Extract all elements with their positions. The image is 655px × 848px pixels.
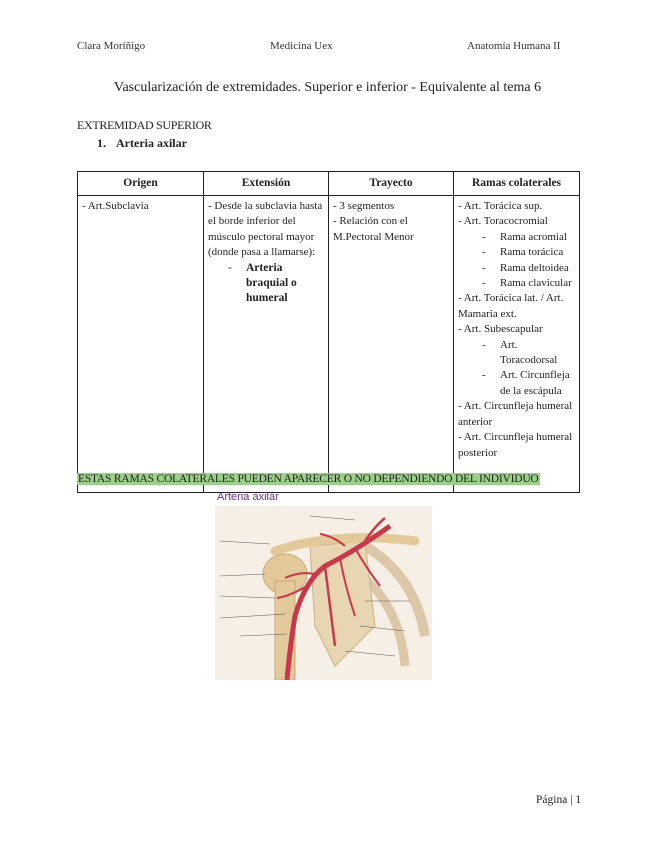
header-extension: Extensión xyxy=(204,172,329,196)
page-title: Vascularización de extremidades. Superior e inferior - Equivalente al tema 6 xyxy=(113,80,542,95)
cell-origen xyxy=(78,196,204,493)
rama-item: - Art. Circunfleja humeral posterior xyxy=(458,431,573,459)
header-course: Medicina Uex xyxy=(270,40,333,52)
rama-subitem: - Rama deltoidea xyxy=(482,261,575,276)
extension-bullet: - Arteria braquial o humeral xyxy=(230,261,324,307)
header-origen: Origen xyxy=(78,172,204,196)
page-footer: Página | 1 xyxy=(536,794,582,806)
header-ramas: Ramas colaterales xyxy=(454,172,580,196)
subsection-label: Arteria axilar xyxy=(116,136,187,150)
axillary-artery-illustration xyxy=(215,506,432,680)
rama-item: - Art. Torácica sup. xyxy=(458,200,543,212)
table-row xyxy=(78,196,580,493)
subsection-heading xyxy=(97,136,187,151)
rama-item: - Art. Torácica lat. / Art. Mamaria ext. xyxy=(458,292,564,320)
header-author: Clara Moríñigo xyxy=(77,40,146,52)
rama-item: - Art. Circunfleja humeral anterior xyxy=(458,400,573,428)
rama-subitem: - Rama torácica xyxy=(482,245,575,260)
trayecto-item: - Relación con el M.Pectoral Menor xyxy=(333,215,414,243)
subsection-number: 1. xyxy=(97,136,106,150)
header-subject: Anatomía Humana II xyxy=(467,40,561,52)
highlighted-note: ESTAS RAMAS COLATERALES PUEDEN APARECER O NO DEPENDIENDO DEL INDIVIDUO xyxy=(78,473,539,485)
section-heading: EXTREMIDAD SUPERIOR xyxy=(77,118,212,132)
rama-item: - Art. Subescapular xyxy=(458,323,543,336)
extension-text: - Desde la subclavia hasta el borde inferior del músculo pectoral mayor (donde pasa a llamarse): xyxy=(208,200,323,259)
rama-subitem: - Rama clavicular xyxy=(482,276,575,291)
cell-trayecto xyxy=(329,196,454,493)
header-trayecto: Trayecto xyxy=(329,172,454,196)
trayecto-item: - 3 segmentos xyxy=(333,200,395,212)
rama-subitem: - Rama acromial xyxy=(482,230,575,245)
table-header-row xyxy=(78,172,580,196)
rama-item: - Art. Toracocromial xyxy=(458,215,548,228)
rama-subitem: - Art. Circunfleja de la escápula xyxy=(482,368,575,399)
origen-text: - Art.Subclavia xyxy=(82,200,149,212)
arteria-axilar-table xyxy=(77,171,580,493)
rama-subitem: - Art. Toracodorsal xyxy=(482,338,575,369)
figure-title: Arteria axilar xyxy=(217,491,279,503)
cell-ramas xyxy=(454,196,580,493)
cell-extension xyxy=(204,196,329,493)
